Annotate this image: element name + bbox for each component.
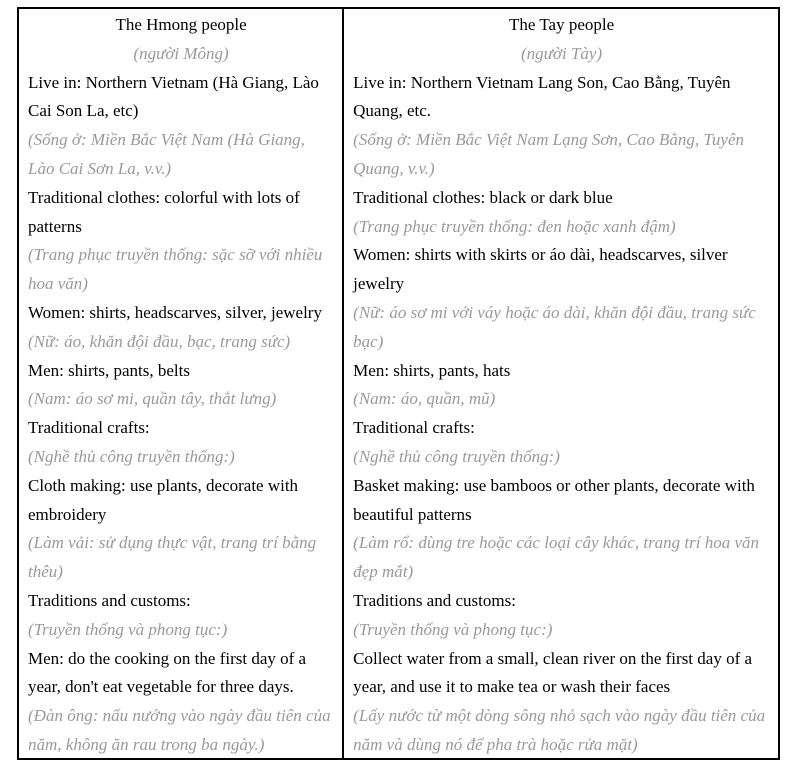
paragraph-vi: (Nam: áo sơ mi, quần tây, thắt lưng) [28,389,277,409]
paragraph-en: Traditional crafts: [353,418,475,438]
paragraph-vi: (Nữ: áo sơ mi với váy hoặc áo dài, khăn đội đầu, trang sức bạc) [353,302,756,351]
paragraph-vi: (Lấy nước từ một dòng sông nhỏ sạch vào ngày đầu tiên của năm và dùng nó để pha trà hoặc rửa mặt) [353,706,766,754]
paragraph-en: Live in: Northern Vietnam (Hà Giang, Lào Cai Son La, etc) [28,72,319,121]
paragraph-en: Women: shirts with skirts or áo dài, headscarves, silver jewelry [353,245,728,294]
paragraph-vi: (Truyền thống và phong tục:) [353,619,553,639]
paragraph-vi: (Làm rổ: dùng tre hoặc các loại cây khác, trang trí hoa văn đẹp mắt) [353,533,760,582]
tay-column-subtitle: (người Tày) [521,43,603,63]
paragraph-vi: (Truyền thống và phong tục:) [28,619,228,639]
paragraph-vi: (Nam: áo, quần, mũ) [353,389,496,409]
paragraph-en: Basket making: use bamboos or other plants, decorate with beautiful patterns [353,475,755,524]
hmong-column-title: The Hmong people [115,15,247,34]
paragraph-vi: (Sống ở: Miền Bắc Việt Nam (Hà Giang, Lào Cai Sơn La, v.v.) [28,130,305,178]
paragraph-vi: (Nghề thủ công truyền thống:) [353,446,560,466]
paragraph-vi: (Sống ở: Miền Bắc Việt Nam Lạng Sơn, Cao Bằng, Tuyên Quang, v.v.) [353,130,744,178]
paragraph-en: Cloth making: use plants, decorate with embroidery [28,475,299,524]
paragraph-en: Traditional crafts: [28,418,150,438]
paragraph-vi: (Đàn ông: nấu nướng vào ngày đầu tiên của năm, không ăn rau trong ba ngày.) [28,706,331,754]
hmong-column [19,9,344,758]
paragraph-en: Collect water from a small, clean river on the first day of a year, and use it to make tea or wash their faces [353,648,753,697]
paragraph-en: Live in: Northern Vietnam Lang Son, Cao Bằng, Tuyên Quang, etc. [353,72,731,121]
paragraph-vi: (Nghề thủ công truyền thống:) [28,446,235,466]
paragraph-en: Men: do the cooking on the first day of a year, don't eat vegetable for three days. [28,648,307,697]
paragraph-en: Traditional clothes: colorful with lots of patterns [28,187,300,236]
paragraph-vi: (Trang phục truyền thống: đen hoặc xanh đậm) [353,216,676,236]
paragraph-en: Women: shirts, headscarves, silver, jewelry [28,302,322,322]
comparison-table [17,7,780,760]
paragraph-en: Traditional clothes: black or dark blue [353,187,613,207]
paragraph-vi: (Trang phục truyền thống: sặc sỡ với nhiều hoa văn) [28,245,323,294]
tay-column [344,9,778,758]
paragraph-vi: (Nữ: áo, khăn đội đầu, bạc, trang sức) [28,331,291,351]
tay-column-title: The Tay people [508,15,615,34]
paragraph-en: Traditions and customs: [353,590,516,610]
paragraph-vi: (Làm vải: sử dụng thực vật, trang trí bằng thêu) [28,533,317,582]
hmong-column-subtitle: (người Mông) [133,43,229,63]
paragraph-en: Men: shirts, pants, belts [28,360,190,380]
paragraph-en: Traditions and customs: [28,590,191,610]
paragraph-en: Men: shirts, pants, hats [353,360,511,380]
